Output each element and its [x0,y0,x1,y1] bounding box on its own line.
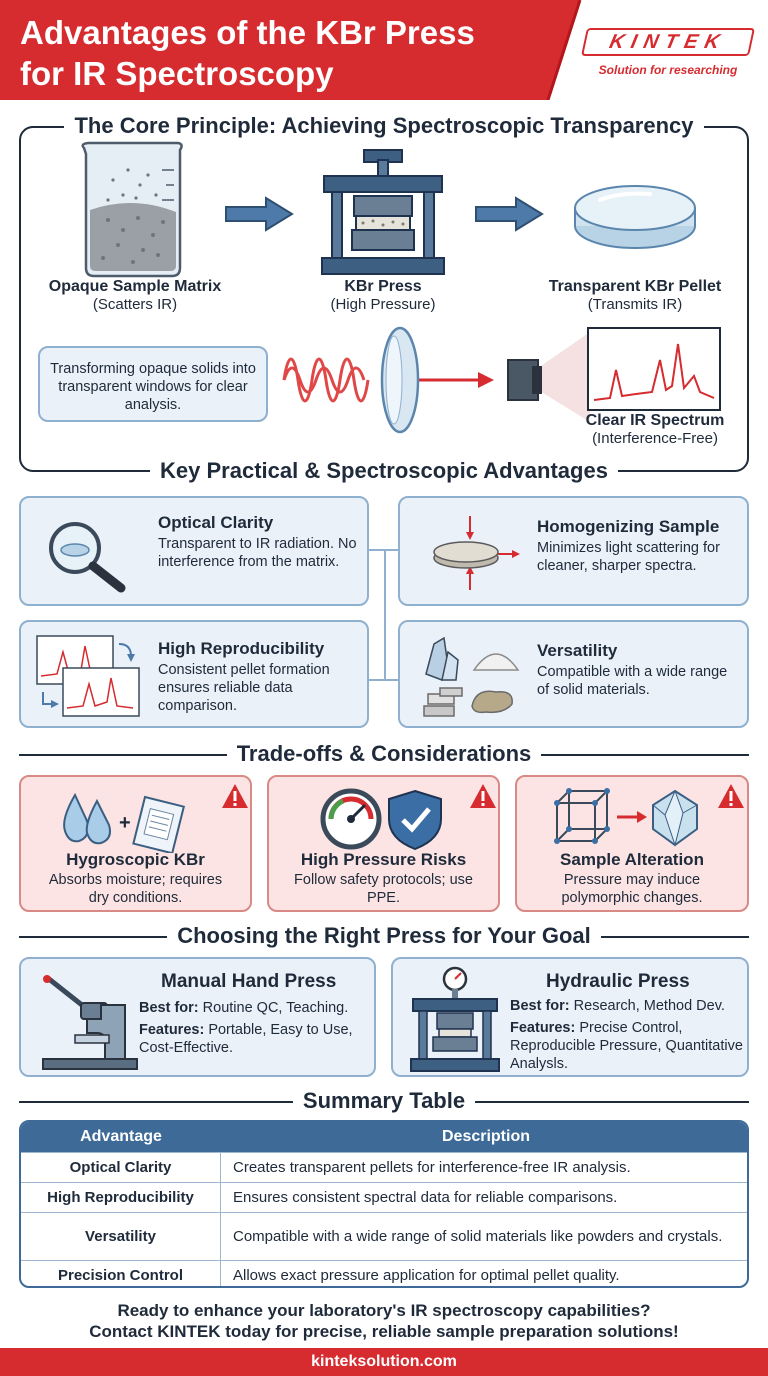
page-title: Advantages of the KBr Press for IR Spectroscopy [20,14,475,92]
result-label: Clear IR Spectrum (Interference-Free) [585,412,725,447]
choosing-heading: Choosing the Right Press for Your Goal [0,921,768,951]
call-to-action: Ready to enhance your laboratory's IR spectroscopy capabilities? Contact KINTEK today for precise, reliable sample preparation solutions! [89,1301,679,1341]
hand-press-icon [35,975,145,1071]
manual-press-card: Manual Hand Press Best for: Routine QC, Teaching. Features: Portable, Easy to Use, Cost-Effective. [19,957,376,1077]
table-row: Precision Control Allows exact pressure application for optimal pellet quality. [21,1260,749,1288]
advantages-heading: Key Practical & Spectroscopic Advantages [0,456,768,486]
arrow-right-icon [474,196,544,232]
arrow-right-icon [224,196,294,232]
warning-icon [469,783,497,809]
table-row: Optical Clarity Creates transparent pellets for interference-free IR analysis. [21,1152,749,1182]
gauge-shield-icon [319,787,449,851]
step1-label: Opaque Sample Matrix (Scatters IR) [48,278,222,313]
svg-text:+: + [119,812,131,834]
kintek-logo: KINTEK Solution for researching [580,28,756,82]
kbr-press-icon [318,146,448,278]
summary-heading: Summary Table [0,1086,768,1116]
warning-icon [221,783,249,809]
table-row: High Reproducibility Ensures consistent spectral data for reliable comparisons. [21,1182,749,1212]
connector-lines [368,540,402,690]
callout-box: Transforming opaque solids into transparent windows for clear analysis. [38,346,268,422]
water-drop-icon [57,791,205,853]
hydraulic-press-card: Hydraulic Press Best for: Research, Method Dev. Features: Precise Control, Reproducible Pressure, Quantitative Analysls. [391,957,749,1077]
tradeoff-card-alteration: Sample Alteration Pressure may induce polymorphic changes. [515,775,749,912]
advantage-card-homogenizing: Homogenizing Sample Minimizes light scattering for cleaner, sharper spectra. [398,496,749,606]
hydraulic-press-icon [409,965,503,1073]
advantage-card-versatility: Versatility Compatible with a wide range of solid materials. [398,620,749,728]
footer-url-link[interactable]: kinteksolution.com [0,1348,768,1376]
table-header: Advantage Description [21,1122,749,1152]
table-row: Versatility Compatible with a wide range of solid materials like powders and crystals. [21,1212,749,1260]
tradeoff-card-hygroscopic: + Hygroscopic KBr Absorbs moisture; requires dry conditions. [19,775,252,912]
materials-icon [416,630,526,722]
step3-label: Transparent KBr Pellet (Transmits IR) [548,278,722,313]
tradeoffs-heading: Trade-offs & Considerations [0,739,768,769]
tradeoff-card-pressure: High Pressure Risks Follow safety protocols; use PPE. [267,775,500,912]
pellet-icon [420,514,520,592]
summary-table [19,1120,749,1288]
transparent-pellet-icon [570,178,700,258]
header [0,0,768,100]
warning-icon [717,783,745,809]
step2-label: KBr Press (High Pressure) [330,278,436,313]
magnifier-icon [41,516,135,594]
beaker-icon [78,140,188,280]
crystal-icon [553,787,703,849]
advantage-card-optical-clarity: Optical Clarity Transparent to IR radiation. No interference from the matrix. [19,496,369,606]
advantage-card-reproducibility: High Reproducibility Consistent pellet formation ensures reliable data comparison. [19,620,369,728]
core-principle-heading: The Core Principle: Achieving Spectroscopic Transparency [0,111,768,141]
spectra-icon [35,634,165,720]
